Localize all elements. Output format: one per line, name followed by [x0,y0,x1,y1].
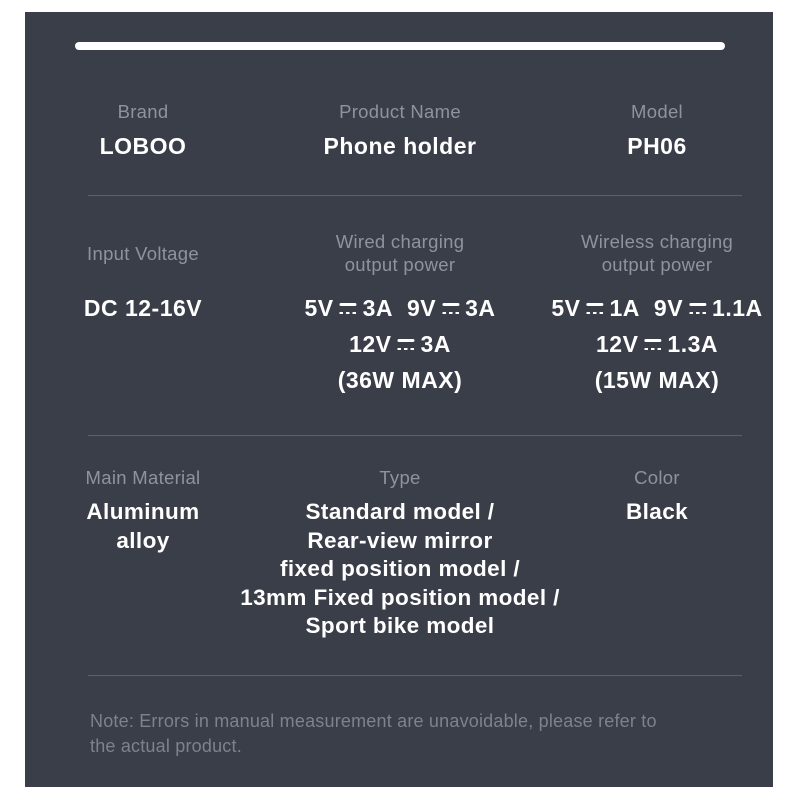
value-line: Aluminum [86,499,200,524]
main-material-value [86,498,199,555]
input-voltage-value-cell [84,290,202,326]
section-divider-1 [88,195,742,196]
current-value: 1.1A [712,295,763,321]
top-divider-bar [75,42,725,50]
power-value-line [551,290,762,326]
max-power-value: (36W MAX) [337,367,463,393]
color-label-cell [634,466,680,490]
value-line: Rear-view mirror [307,527,493,553]
model-cell [627,100,687,162]
power-value-line [304,290,495,326]
wireless-charging-values-cell [551,290,762,398]
section-divider-2 [88,435,742,436]
voltage-value: 9V [653,295,684,321]
voltage-current-pair [551,290,640,326]
value-line: Standard model / [305,499,495,524]
voltage-current-pair [407,290,496,326]
note-line: the actual product. [90,736,242,756]
voltage-current-pair [596,326,718,362]
current-value: 1A [609,295,640,321]
voltage-value: 12V [349,331,392,357]
input-voltage-value: DC 12-16V [83,295,203,321]
wireless-charging-label-cell [581,230,733,276]
main-material-label: Main Material [85,467,201,488]
power-value-line [551,326,762,362]
voltage-current-pair [349,326,451,362]
value-line: Sport bike model [305,613,495,638]
input-voltage-label: Input Voltage [87,242,199,264]
product-name-label: Product Name [339,101,461,122]
note-line: Note: Errors in manual measurement are unavoidable, please refer to [90,711,657,731]
power-value-line [304,326,495,362]
wired-charging-label-line1: Wired charging [335,231,465,252]
dc-symbol-icon [340,303,357,314]
dc-symbol-icon [587,303,604,314]
current-value: 3A [465,295,496,321]
main-material-label-cell [86,466,201,490]
product-name-value: Phone holder [323,133,477,159]
current-value: 3A [420,331,451,357]
type-label: Type [379,467,421,488]
note-text [90,709,745,759]
type-value [240,498,560,641]
color-label: Color [634,467,680,488]
voltage-value: 5V [304,295,334,321]
spec-panel [25,12,773,787]
wireless-charging-label-line1: Wireless charging [580,231,734,252]
current-value: 1.3A [667,331,719,357]
voltage-value: 5V [551,295,581,321]
voltage-current-pair [304,290,393,326]
voltage-value: 9V [407,295,437,321]
dc-symbol-icon [689,303,706,314]
max-power-value: (15W MAX) [594,367,720,393]
dc-symbol-icon [442,303,459,314]
current-value: 3A [362,295,393,321]
value-line: 13mm Fixed position model / [240,584,560,610]
section-divider-3 [88,675,742,676]
dc-symbol-icon [398,339,415,350]
value-line: alloy [116,527,170,553]
color-value-cell [626,498,688,527]
voltage-current-pair [654,290,763,326]
dc-symbol-icon [644,339,661,350]
wired-charging-values-cell [304,290,495,398]
voltage-value: 12V [595,331,639,357]
model-label: Model [631,101,683,122]
color-value: Black [625,499,689,524]
type-label-cell [379,466,420,490]
brand-value: LOBOO [99,133,187,159]
wired-charging-label-line2: output power [344,254,456,275]
product-name-cell [324,100,477,162]
wireless-charging-label-line2: output power [601,254,713,275]
input-voltage-label-cell [87,230,199,276]
value-line: fixed position model / [279,556,521,581]
brand-label: Brand [117,101,169,122]
wired-charging-label-cell [336,230,465,276]
model-value: PH06 [627,133,687,159]
brand-cell [100,100,187,162]
